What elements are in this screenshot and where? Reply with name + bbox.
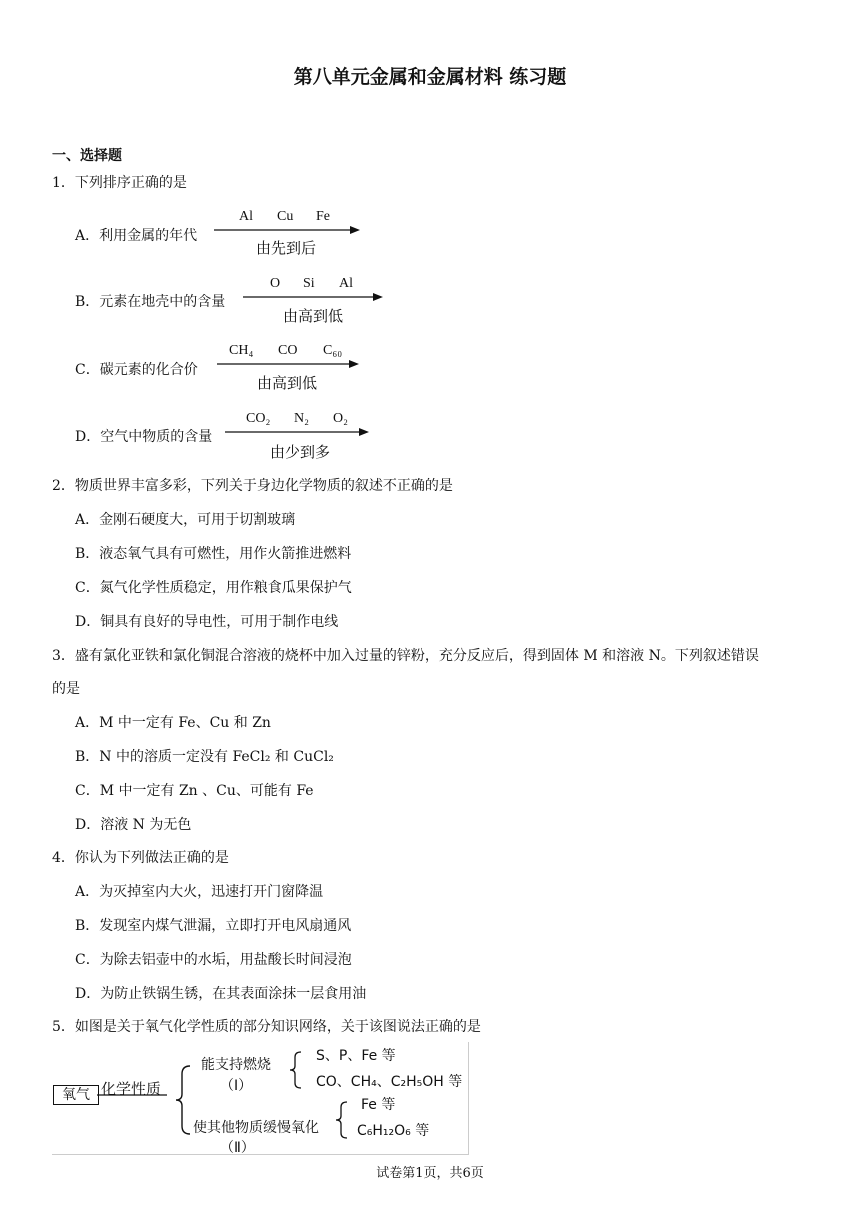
diagram-item1-a: S、P、Fe 等 [316,1048,396,1064]
diagram-item2-b: C₆H₁₂O₆ 等 [357,1123,430,1139]
q1-b-label: B．元素在地壳中的含量 [75,294,226,310]
q1-a-label: A．利用金属的年代 [75,228,198,244]
diagram-item2-tag: （Ⅱ） [220,1140,255,1156]
q4-option-a: A．为灭掉室内大火，迅速打开门窗降温 [75,884,324,900]
q2-stem: 2．物质世界丰富多彩，下列关于身边化学物质的叙述不正确的是 [52,478,453,494]
q3-option-c: C．M 中一定有 Zn 、Cu、可能有 Fe [75,783,314,799]
left-brace-icon [288,1050,306,1090]
oxygen-knowledge-diagram [52,1042,469,1155]
q3-option-b: B．N 中的溶质一定没有 FeCl₂ 和 CuCl₂ [75,749,334,765]
q1-d-label: D．空气中物质的含量 [75,429,213,445]
q2-option-b: B．液态氧气具有可燃性，用作火箭推进燃料 [75,546,352,562]
q4-stem: 4．你认为下列做法正确的是 [52,850,229,866]
section-heading: 一、选择题 [52,148,122,164]
diagram-item1: 能支持燃烧 [201,1057,271,1073]
q4-option-d: D．为防止铁锅生锈，在其表面涂抹一层食用油 [75,986,367,1002]
page-footer: 试卷第1页，共6页 [376,1166,484,1181]
diagram-connector [97,1092,179,1098]
q3-stem-line2: 的是 [52,681,80,697]
q2-option-c: C．氮气化学性质稳定，用作粮食瓜果保护气 [75,580,352,596]
arrow-icon [225,427,369,437]
q3-option-d: D．溶液 N 为无色 [75,817,192,833]
q2-option-d: D．铜具有良好的导电性，可用于制作电线 [75,614,339,630]
diagram-branch: 化学性质 [101,1080,162,1098]
q4-option-c: C．为除去铝壶中的水垢，用盐酸长时间浸泡 [75,952,352,968]
arrow-icon [217,359,359,369]
arrow-icon [214,225,360,235]
diagram-item2: 使其他物质缓慢氧化 [193,1120,319,1136]
q3-option-a: A．M 中一定有 Fe、Cu 和 Zn [75,715,271,731]
q4-option-b: B．发现室内煤气泄漏，立即打开电风扇通风 [75,918,352,934]
diagram-item2-a: Fe 等 [361,1097,396,1113]
q1-stem: 1．下列排序正确的是 [52,175,187,191]
arrow-icon [243,292,383,302]
q3-stem-line1: 3．盛有氯化亚铁和氯化铜混合溶液的烧杯中加入过量的锌粉，充分反应后，得到固体 M 和溶液 N。下列叙述错误 [52,648,759,664]
q1-c-label: C．碳元素的化合价 [75,362,198,378]
page-title: 第八单元金属和金属材料 练习题 [293,66,567,88]
diagram-root-box: 氧气 [53,1085,99,1105]
diagram-item1-b: CO、CH₄、C₂H₅OH 等 [316,1074,463,1090]
q5-stem: 5．如图是关于氧气化学性质的部分知识网络，关于该图说法正确的是 [52,1019,481,1035]
diagram-item1-tag: （Ⅰ） [220,1078,253,1094]
q2-option-a: A．金刚石硬度大，可用于切割玻璃 [75,512,296,528]
left-brace-icon [334,1100,352,1140]
